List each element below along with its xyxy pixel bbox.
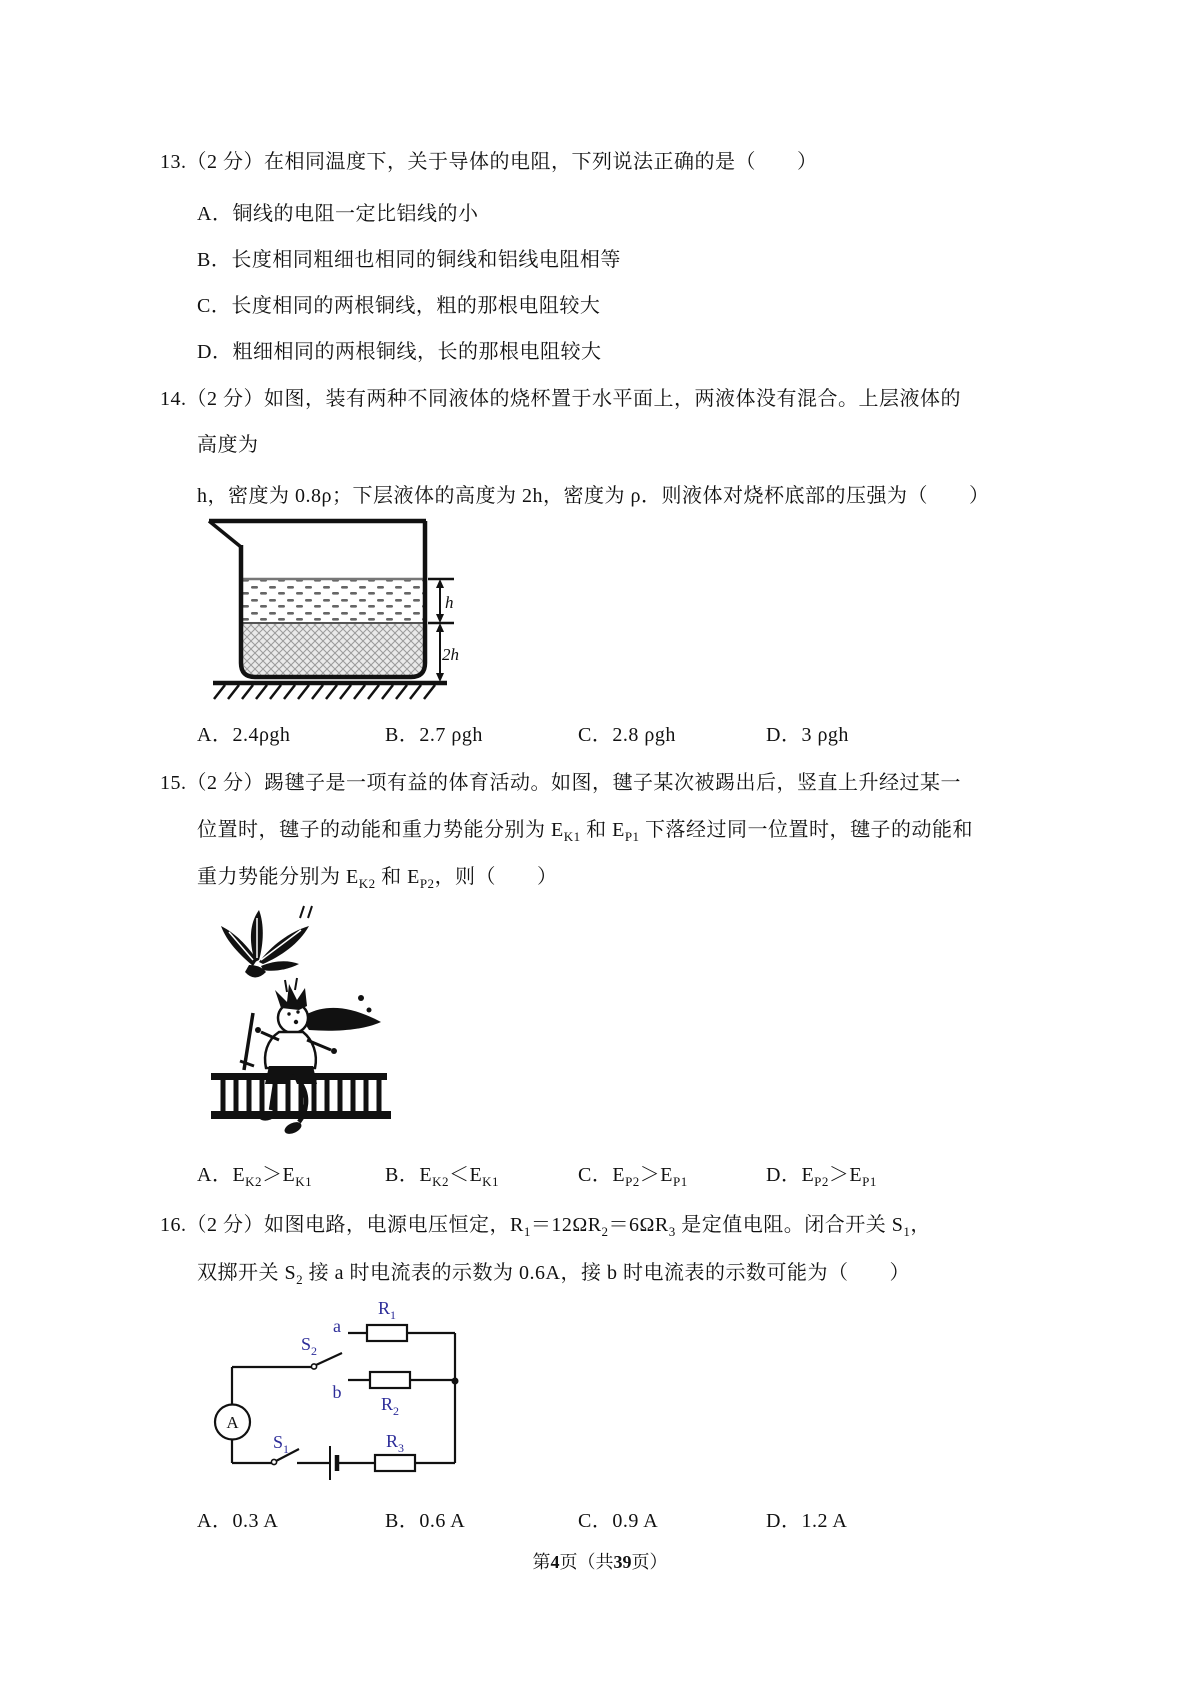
q14-stem-line1: 14.（2 分）如图，装有两种不同液体的烧杯置于水平面上，两液体没有混合。上层液体的 xyxy=(160,388,961,410)
q16-stem-line2 xyxy=(197,1256,910,1285)
beaker-liquids xyxy=(243,579,423,675)
beaker-diagram xyxy=(195,505,460,710)
text-seg: 和 E xyxy=(580,819,625,841)
sub-seg: P1 xyxy=(673,1174,688,1189)
label-s1: $S_1$ xyxy=(272,1432,290,1456)
text-seg: ＞E xyxy=(262,1164,296,1186)
shorts xyxy=(265,1066,317,1084)
sub-seg: K1 xyxy=(482,1174,500,1189)
footer-text: 页） xyxy=(631,1552,668,1572)
q14-stem-line2: 高度为 xyxy=(197,434,259,456)
sub-seg: K2 xyxy=(432,1174,449,1189)
text-seg: ＝6ΩR xyxy=(608,1214,669,1236)
sub-seg: 1 xyxy=(903,1224,911,1239)
text-seg: 位置时，毽子的动能和重力势能分别为 E xyxy=(197,819,564,841)
text-seg: ， xyxy=(910,1214,931,1236)
circuit-diagram xyxy=(215,1298,515,1488)
q14-option-d: D．3 ρgh xyxy=(766,724,849,746)
footer-text: 页（共 xyxy=(559,1552,614,1572)
q16-option-a: A．0.3 A xyxy=(197,1510,279,1532)
q13-option-b: B．长度相同粗细也相同的铜线和铝线电阻相等 xyxy=(197,249,621,271)
resistor-r2 xyxy=(370,1372,410,1388)
ammeter-label: A xyxy=(226,1413,239,1432)
sub-seg: 1 xyxy=(523,1224,531,1239)
label-s2: $S_2$ xyxy=(300,1334,318,1358)
resistor-r3 xyxy=(375,1455,415,1471)
q16-option-d: D．1.2 A xyxy=(766,1510,848,1532)
ammeter-icon xyxy=(215,1405,250,1440)
sub-seg: K2 xyxy=(245,1174,263,1189)
text-seg: C．E xyxy=(578,1164,626,1186)
sub-seg: 3 xyxy=(668,1224,676,1239)
jianzi-kick-cartoon xyxy=(203,898,393,1143)
sub-seg: P1 xyxy=(624,829,640,844)
text-seg: 16.（2 分）如图电路，电源电压恒定，R xyxy=(160,1214,524,1236)
sub-seg: P2 xyxy=(419,876,435,891)
q15-option-d xyxy=(766,1158,877,1187)
text-seg: 重力势能分别为 E xyxy=(197,866,359,888)
beaker-label-h: h xyxy=(445,593,454,612)
sub-seg: P2 xyxy=(625,1174,640,1189)
q16-option-c: C．0.9 A xyxy=(578,1510,659,1532)
page-footer xyxy=(0,1548,1200,1574)
q14-option-b: B．2.7 ρgh xyxy=(385,724,483,746)
footer-total-pages: 39 xyxy=(613,1552,632,1572)
sub-seg: P2 xyxy=(814,1174,829,1189)
label-contact-a: a xyxy=(333,1316,341,1336)
text-seg: D．E xyxy=(766,1164,815,1186)
wires xyxy=(232,1333,455,1463)
junction-dot xyxy=(452,1378,459,1385)
sub-seg: K1 xyxy=(563,829,581,844)
beaker-label-2h: 2h xyxy=(442,645,459,664)
q15-stem-line2 xyxy=(197,813,973,842)
footer-page-number: 4 xyxy=(550,1552,560,1572)
q14-option-a: A．2.4ρgh xyxy=(197,724,291,746)
hair xyxy=(275,984,307,1010)
text-seg: ＞E xyxy=(828,1164,863,1186)
text-seg: 双掷开关 S xyxy=(197,1262,297,1284)
text-seg: ＝12ΩR xyxy=(530,1214,602,1236)
q15-option-a xyxy=(197,1158,312,1187)
q15-option-b xyxy=(385,1158,499,1187)
footer-text: 第 xyxy=(532,1552,551,1572)
sub-seg: K2 xyxy=(358,876,376,891)
q14-option-c: C．2.8 ρgh xyxy=(578,724,676,746)
resistor-r1 xyxy=(367,1325,407,1341)
q16-stem-line1 xyxy=(160,1208,931,1237)
text-seg: ，则（ ） xyxy=(434,866,558,888)
text-seg: B．E xyxy=(385,1164,433,1186)
q13-stem: 13.（2 分）在相同温度下，关于导体的电阻，下列说法正确的是（ ） xyxy=(160,151,818,173)
q15-stem-line1: 15.（2 分）踢毽子是一项有益的体育活动。如图，毽子某次被踢出后，竖直上升经过某一 xyxy=(160,772,961,794)
ground-hatching xyxy=(213,683,447,699)
q14-stem-line3: h，密度为 0.8ρ；下层液体的高度为 2h，密度为 ρ．则液体对烧杯底部的压强为（ ） xyxy=(197,485,990,507)
battery-icon xyxy=(330,1446,337,1480)
text-seg: 和 E xyxy=(375,866,420,888)
text-seg: 接 a 时电流表的示数为 0.6A，接 b 时电流表的示数可能为（ ） xyxy=(303,1262,910,1284)
text-seg: ＜E xyxy=(448,1164,483,1186)
label-contact-b: b xyxy=(332,1382,342,1402)
sub-seg: 2 xyxy=(296,1272,304,1287)
shuttlecock xyxy=(221,906,312,978)
q16-option-b: B．0.6 A xyxy=(385,1510,466,1532)
q13-option-d: D．粗细相同的两根铜线，长的那根电阻较大 xyxy=(197,341,602,363)
label-r2: $R_2$ xyxy=(380,1394,400,1418)
label-r3: $R_3$ xyxy=(385,1431,405,1455)
label-r1: $R_1$ xyxy=(377,1298,397,1322)
text-seg: A．E xyxy=(197,1164,246,1186)
q15-option-c xyxy=(578,1158,688,1187)
sub-seg: P1 xyxy=(862,1174,877,1189)
sub-seg: 2 xyxy=(601,1224,609,1239)
text-seg: ＞E xyxy=(639,1164,674,1186)
q13-option-c: C．长度相同的两根铜线，粗的那根电阻较大 xyxy=(197,295,601,317)
q13-option-a: A．铜线的电阻一定比铝线的小 xyxy=(197,203,479,225)
text-seg: 下落经过同一位置时，毽子的动能和 xyxy=(639,819,974,841)
sub-seg: K1 xyxy=(295,1174,313,1189)
q15-stem-line3 xyxy=(197,860,558,889)
text-seg: 是定值电阻。闭合开关 S xyxy=(675,1214,904,1236)
